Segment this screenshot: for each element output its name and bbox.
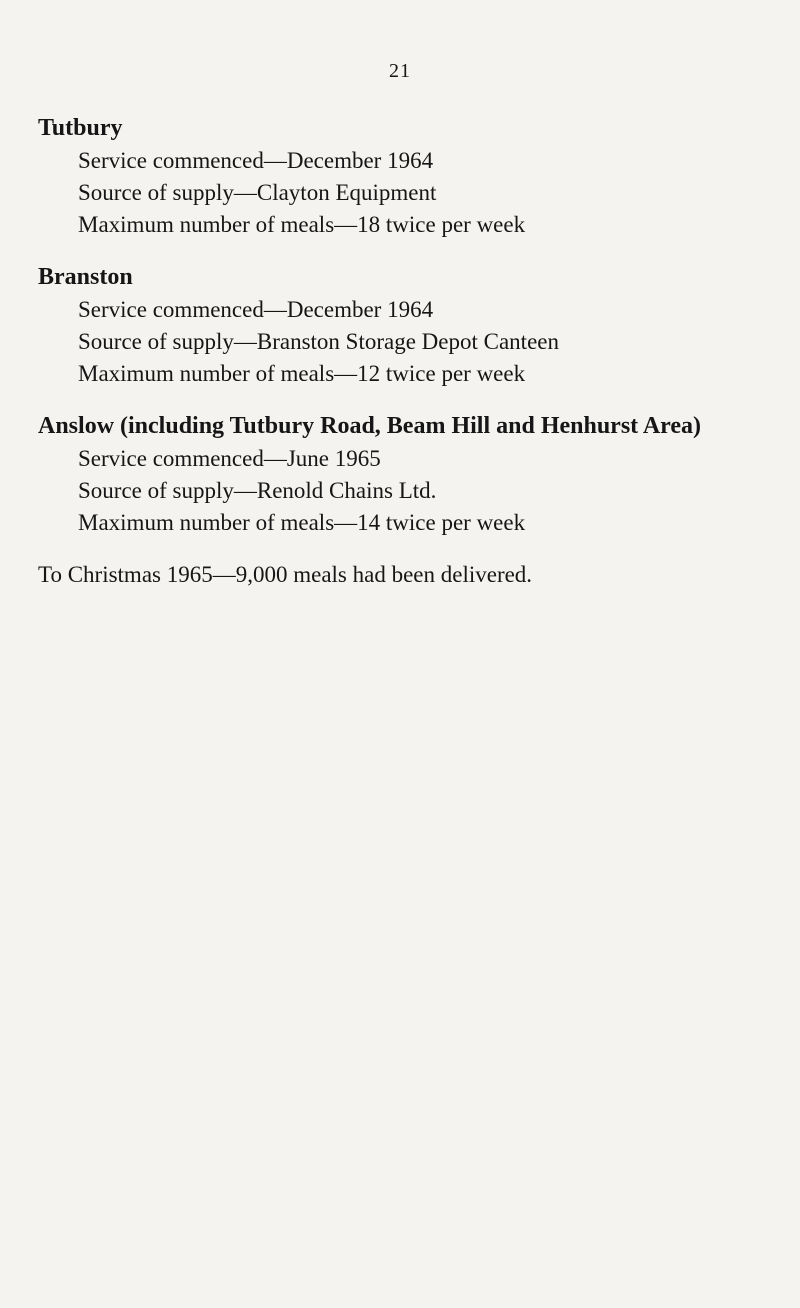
maximum-meals-line: Maximum number of meals—18 twice per week [78, 212, 526, 237]
section-tutbury [38, 112, 778, 241]
source-of-supply-line: Source of supply—Clayton Equipment [78, 180, 437, 205]
section-anslow [38, 410, 778, 539]
document-body [38, 112, 778, 591]
section-heading: Anslow (including Tutbury Road, Beam Hill and Henhurst Area) [38, 413, 702, 439]
closing-statement: To Christmas 1965—9,000 meals had been delivered. [38, 562, 533, 587]
section-branston [38, 261, 778, 390]
page-number: 21 [389, 60, 411, 82]
source-of-supply-line: Source of supply—Branston Storage Depot Canteen [78, 329, 559, 354]
maximum-meals-line: Maximum number of meals—12 twice per week [78, 361, 526, 386]
service-commenced-line: Service commenced—December 1964 [78, 297, 434, 322]
maximum-meals-line: Maximum number of meals—14 twice per week [78, 510, 526, 535]
section-heading: Branston [38, 264, 133, 290]
source-of-supply-line: Source of supply—Renold Chains Ltd. [78, 478, 437, 503]
service-commenced-line: Service commenced—December 1964 [78, 148, 434, 173]
section-heading: Tutbury [38, 115, 123, 141]
service-commenced-line: Service commenced—June 1965 [78, 446, 381, 471]
